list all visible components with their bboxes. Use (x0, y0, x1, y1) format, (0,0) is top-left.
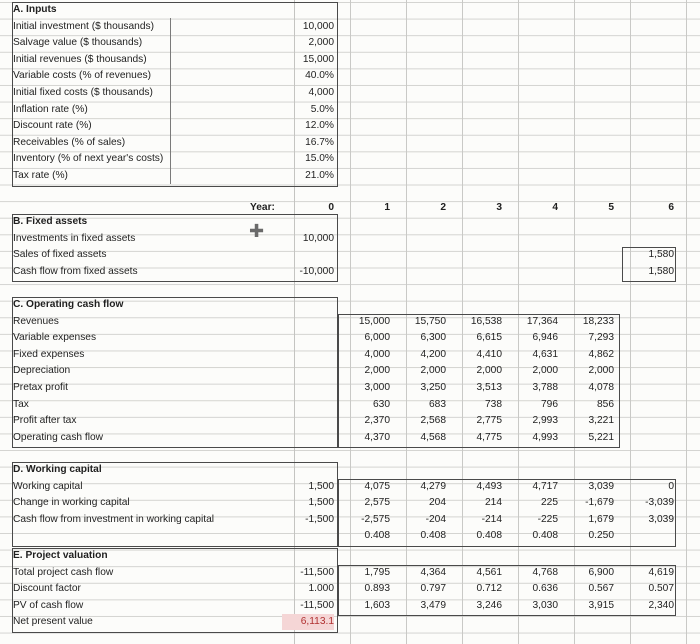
operating-value-cell[interactable]: 2,000 (420, 365, 446, 377)
working-capital-value-cell[interactable]: 4,279 (420, 480, 446, 492)
year-header-cell: 3 (496, 202, 502, 213)
operating-value-cell[interactable]: 3,221 (588, 415, 614, 427)
valuation-value-cell[interactable]: 0.567 (588, 583, 614, 595)
operating-row-label: Pretax profit (13, 382, 68, 393)
input-value-cell[interactable]: 15.0% (305, 153, 334, 165)
working-capital-value-cell[interactable]: 0.250 (588, 530, 614, 542)
operating-value-cell[interactable]: 2,775 (476, 415, 502, 427)
fixed-assets-row-label: Investments in fixed assets (13, 232, 136, 244)
valuation-value-cell[interactable]: 3,915 (588, 599, 614, 611)
working-capital-value-cell[interactable]: 4,493 (476, 480, 502, 492)
valuation-value-cell[interactable]: 4,768 (532, 566, 558, 578)
year-header-cell: 2 (440, 202, 446, 213)
input-label: Discount rate (%) (13, 120, 92, 132)
npv-value-cell[interactable]: 6,113.1 (282, 614, 334, 630)
cell-cursor-icon: ✚ (249, 221, 265, 241)
operating-value-cell[interactable]: 796 (541, 398, 558, 410)
input-value-cell[interactable]: 15,000 (302, 53, 334, 65)
working-capital-value-cell[interactable]: 0.408 (364, 530, 390, 542)
working-capital-value-cell[interactable]: -204 (425, 513, 446, 525)
valuation-value-cell[interactable]: 3,479 (420, 599, 446, 611)
working-capital-value-cell[interactable]: 214 (485, 497, 502, 509)
operating-value-cell[interactable]: 2,000 (364, 365, 390, 377)
working-capital-row-label: Working capital (13, 480, 83, 492)
operating-value-cell[interactable]: 4,000 (364, 348, 390, 360)
working-capital-value-cell[interactable]: 0.408 (420, 530, 446, 542)
operating-row-label: Revenues (13, 315, 59, 327)
operating-value-cell[interactable]: 5,221 (588, 431, 614, 443)
operating-title: C. Operating cash flow (13, 299, 124, 310)
inputs-divider (170, 18, 171, 184)
operating-value-cell[interactable]: 4,775 (476, 431, 502, 443)
working-capital-row-label: Cash flow from investment in working capital (13, 513, 214, 525)
operating-value-cell[interactable]: 4,993 (532, 431, 558, 443)
input-value-cell[interactable]: 12.0% (305, 120, 334, 132)
working-capital-row-label: Change in working capital (13, 497, 130, 509)
operating-value-cell[interactable]: 17,364 (526, 315, 558, 327)
valuation-value-cell[interactable]: -11,500 (300, 599, 334, 611)
working-capital-value-cell[interactable]: 3,039 (588, 480, 614, 492)
operating-value-cell[interactable]: 3,513 (476, 382, 502, 393)
working-capital-title: D. Working capital (13, 464, 102, 475)
valuation-value-cell[interactable]: 1,603 (364, 599, 390, 611)
valuation-value-cell[interactable]: 3,246 (476, 599, 502, 611)
operating-values-box (338, 314, 620, 449)
input-label: Initial investment ($ thousands) (13, 20, 154, 32)
input-value-cell[interactable]: 21.0% (305, 170, 334, 181)
operating-value-cell[interactable]: 4,370 (364, 431, 390, 443)
operating-value-cell[interactable]: 4,078 (588, 382, 614, 393)
operating-value-cell[interactable]: 2,000 (588, 365, 614, 377)
input-label: Initial fixed costs ($ thousands) (13, 87, 153, 98)
input-label: Tax rate (%) (13, 170, 68, 181)
year-header-cell: 1 (384, 202, 390, 213)
working-capital-label-box (12, 462, 338, 547)
working-capital-value-cell[interactable]: 1,500 (308, 497, 334, 509)
operating-value-cell[interactable]: 16,538 (470, 315, 502, 327)
working-capital-value-cell[interactable]: 0 (668, 480, 674, 492)
input-label: Salvage value ($ thousands) (13, 37, 143, 49)
valuation-row-label: PV of cash flow (13, 599, 84, 611)
input-label: Initial revenues ($ thousands) (13, 53, 147, 65)
operating-value-cell[interactable]: 2,370 (364, 415, 390, 427)
fixed-assets-row-label: Cash flow from fixed assets (13, 265, 138, 277)
operating-value-cell[interactable]: 2,000 (476, 365, 502, 377)
working-capital-value-cell[interactable]: 1,500 (308, 480, 334, 492)
operating-value-cell[interactable]: 6,300 (420, 332, 446, 344)
operating-value-cell[interactable]: 2,000 (532, 365, 558, 377)
working-capital-value-cell[interactable]: -225 (537, 513, 558, 525)
operating-value-cell[interactable]: 4,200 (420, 348, 446, 360)
operating-value-cell[interactable]: 15,750 (414, 315, 446, 327)
valuation-value-cell[interactable]: 0.797 (420, 583, 446, 595)
operating-value-cell[interactable]: 3,250 (420, 382, 446, 393)
operating-value-cell[interactable]: 683 (429, 398, 446, 410)
operating-label-box (12, 297, 338, 448)
valuation-label-box (12, 548, 338, 633)
operating-value-cell[interactable]: 630 (373, 398, 390, 410)
valuation-row-label: Total project cash flow (13, 566, 114, 578)
operating-row-label: Variable expenses (13, 332, 97, 344)
working-capital-values-box (338, 479, 676, 547)
valuation-value-cell[interactable]: 4,561 (476, 566, 502, 578)
fixed-assets-value-cell[interactable]: 10,000 (302, 232, 334, 244)
working-capital-value-cell[interactable]: -1,679 (585, 497, 614, 509)
operating-row-label: Depreciation (13, 365, 71, 377)
valuation-value-cell[interactable]: 4,619 (648, 566, 674, 578)
working-capital-value-cell[interactable]: -1,500 (305, 513, 334, 525)
year-label: Year: (250, 202, 275, 213)
valuation-value-cell[interactable]: 2,340 (648, 599, 674, 611)
year-header-cell: 0 (328, 202, 334, 213)
valuation-value-cell[interactable]: 0.712 (476, 583, 502, 595)
valuation-row-label: Net present value (13, 616, 93, 628)
operating-value-cell[interactable]: 6,615 (476, 332, 502, 344)
valuation-value-cell[interactable]: 4,364 (420, 566, 446, 578)
input-value-cell[interactable]: 4,000 (308, 87, 334, 98)
valuation-value-cell[interactable]: 6,900 (588, 566, 614, 578)
operating-value-cell[interactable]: 3,000 (364, 382, 390, 393)
operating-value-cell[interactable]: 7,293 (588, 332, 614, 344)
valuation-value-cell[interactable]: 0.893 (364, 583, 390, 595)
working-capital-value-cell[interactable]: 4,717 (532, 480, 558, 492)
working-capital-value-cell[interactable]: 0.408 (476, 530, 502, 542)
fixed-assets-title: B. Fixed assets (13, 216, 88, 227)
input-value-cell[interactable]: 40.0% (305, 70, 334, 82)
operating-value-cell[interactable]: 6,000 (364, 332, 390, 344)
year-header-cell: 5 (608, 202, 614, 213)
year-header-cell: 6 (668, 202, 674, 213)
working-capital-value-cell[interactable]: -3,039 (645, 497, 674, 509)
fixed-assets-value-cell[interactable]: 1,580 (648, 265, 674, 277)
operating-value-cell[interactable]: 4,631 (532, 348, 558, 360)
operating-value-cell[interactable]: 738 (485, 398, 502, 410)
fixed-assets-row-label: Sales of fixed assets (13, 249, 107, 261)
input-label: Variable costs (% of revenues) (13, 70, 151, 82)
operating-value-cell[interactable]: 4,862 (588, 348, 614, 360)
working-capital-value-cell[interactable]: 4,075 (364, 480, 390, 492)
input-value-cell[interactable]: 5.0% (310, 103, 334, 115)
working-capital-value-cell[interactable]: 3,039 (648, 513, 674, 525)
valuation-value-cell[interactable]: -11,500 (300, 566, 334, 578)
working-capital-value-cell[interactable]: -214 (481, 513, 502, 525)
operating-value-cell[interactable]: 4,568 (420, 431, 446, 443)
working-capital-value-cell[interactable]: -2,575 (361, 513, 390, 525)
input-value-cell[interactable]: 10,000 (302, 20, 334, 32)
input-value-cell[interactable]: 16.7% (305, 136, 334, 148)
operating-value-cell[interactable]: 3,788 (532, 382, 558, 393)
valuation-row-label: Discount factor (13, 583, 81, 595)
fixed-assets-value-cell[interactable]: -10,000 (299, 265, 334, 277)
inputs-section-box (12, 2, 338, 187)
input-value-cell[interactable]: 2,000 (308, 37, 334, 49)
fixed-assets-label-box (12, 214, 338, 282)
valuation-value-cell[interactable]: 1,795 (364, 566, 390, 578)
input-label: Inventory (% of next year's costs) (13, 153, 164, 165)
input-label: Receivables (% of sales) (13, 136, 126, 148)
operating-value-cell[interactable]: 4,410 (476, 348, 502, 360)
valuation-value-cell[interactable]: 1.000 (308, 583, 334, 595)
operating-row-label: Tax (13, 398, 29, 410)
operating-value-cell[interactable]: 2,568 (420, 415, 446, 427)
operating-value-cell[interactable]: 18,233 (582, 315, 614, 327)
working-capital-value-cell[interactable]: 2,575 (364, 497, 390, 509)
working-capital-value-cell[interactable]: 225 (541, 497, 558, 509)
valuation-value-cell[interactable]: 0.507 (648, 583, 674, 595)
valuation-value-cell[interactable]: 3,030 (532, 599, 558, 611)
working-capital-value-cell[interactable]: 204 (429, 497, 446, 509)
operating-row-label: Fixed expenses (13, 348, 85, 360)
fixed-assets-value-cell[interactable]: 1,580 (648, 249, 674, 261)
fixed-assets-year6-box (622, 247, 676, 282)
operating-value-cell[interactable]: 15,000 (358, 315, 390, 327)
working-capital-value-cell[interactable]: 0.408 (532, 530, 558, 542)
operating-value-cell[interactable]: 856 (597, 398, 614, 410)
operating-value-cell[interactable]: 6,946 (532, 332, 558, 344)
valuation-title: E. Project valuation (13, 550, 108, 561)
valuation-values-box (338, 565, 676, 617)
operating-row-label: Operating cash flow (13, 431, 104, 443)
year-header-cell: 4 (552, 202, 558, 213)
working-capital-value-cell[interactable]: 1,679 (588, 513, 614, 525)
inputs-section-title: A. Inputs (13, 4, 57, 15)
valuation-value-cell[interactable]: 0.636 (532, 583, 558, 595)
operating-row-label: Profit after tax (13, 415, 77, 427)
operating-value-cell[interactable]: 2,993 (532, 415, 558, 427)
input-label: Inflation rate (%) (13, 103, 88, 115)
